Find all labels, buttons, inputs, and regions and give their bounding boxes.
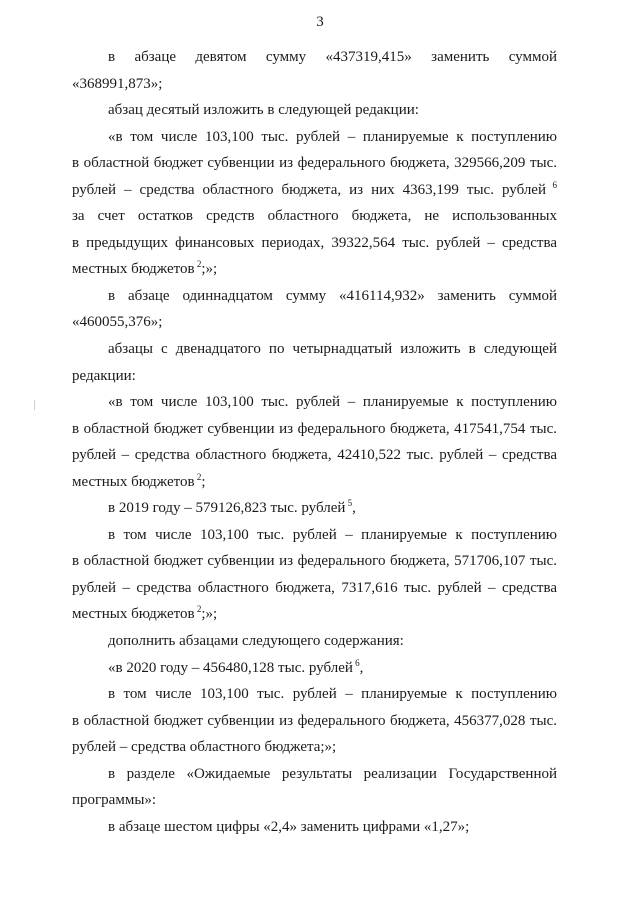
text-line-tail: ;»; — [201, 261, 218, 278]
text-line-content: за счет остатков средств областного бюджета, не использованных — [72, 208, 557, 225]
footnote-ref: 5 — [345, 498, 353, 509]
text-line-content: в разделе «Ожидаемые результаты реализации Государственной — [108, 765, 557, 782]
text-line-content: «460055,376»; — [72, 314, 163, 331]
text-line — [72, 814, 557, 841]
text-line — [72, 177, 557, 204]
text-line-content: в абзаце девятом сумму «437319,415» заменить суммой — [108, 49, 557, 65]
text-line — [72, 97, 557, 124]
text-line — [72, 548, 557, 575]
text-line-content: в том числе 103,100 тыс. рублей – планируемые к поступлению — [108, 686, 557, 703]
text-line — [72, 230, 557, 257]
text-line-content: местных бюджетов — [72, 606, 195, 623]
text-line — [72, 761, 557, 788]
text-line — [72, 708, 557, 735]
text-line — [72, 71, 557, 98]
text-line — [72, 787, 557, 814]
text-line-content: в областной бюджет субвенции из федерального бюджета, 417541,754 тыс. — [72, 420, 557, 437]
text-line-content: рублей – средства областного бюджета, 7317,616 тыс. рублей – средства — [72, 579, 557, 596]
text-line-content: «в 2020 году – 456480,128 тыс. рублей — [108, 659, 353, 676]
scan-margin-mark — [34, 400, 35, 410]
text-line — [72, 575, 557, 602]
text-line-content: редакции: — [72, 367, 136, 384]
text-line — [72, 416, 557, 443]
text-line-content: абзацы с двенадцатого по четырнадцатый изложить в следующей — [108, 341, 557, 358]
text-line-content: в абзаце шестом цифры «2,4» заменить цифрами «1,27»; — [108, 818, 470, 835]
text-line-tail: , — [352, 500, 356, 517]
text-line — [72, 655, 557, 682]
text-line — [72, 256, 557, 283]
text-line — [72, 44, 557, 71]
text-line — [72, 442, 557, 469]
text-line — [72, 150, 557, 177]
text-line-content: в областной бюджет субвенции из федерального бюджета, 571706,107 тыс. — [72, 553, 557, 570]
footnote-ref: 2 — [194, 259, 202, 270]
footnote-ref: 6 — [546, 179, 558, 190]
text-line-content: в областной бюджет субвенции из федерального бюджета, 329566,209 тыс. — [72, 155, 557, 172]
text-line-content: абзац десятый изложить в следующей редакции: — [108, 102, 419, 119]
footnote-ref: 2 — [194, 471, 202, 482]
footnote-ref: 6 — [352, 657, 360, 668]
text-line — [72, 389, 557, 416]
text-line — [72, 363, 557, 390]
text-line-content: «368991,873»; — [72, 75, 163, 92]
page-number: 3 — [316, 14, 324, 30]
text-line-content: в областной бюджет субвенции из федерального бюджета, 456377,028 тыс. — [72, 712, 557, 729]
text-line-content: «в том числе 103,100 тыс. рублей – планируемые к поступлению — [108, 128, 557, 145]
text-line — [72, 495, 557, 522]
footnote-ref: 2 — [194, 604, 202, 615]
text-line — [72, 309, 557, 336]
text-line-tail: , — [359, 659, 364, 676]
text-line — [72, 601, 557, 628]
text-line-content: в 2019 году – 579126,823 тыс. рублей — [108, 500, 346, 517]
text-line-content: в предыдущих финансовых периодах, 39322,564 тыс. рублей – средства — [72, 234, 557, 251]
text-line — [72, 522, 557, 549]
text-line — [72, 336, 557, 363]
text-line-content: программы»: — [72, 792, 157, 809]
text-line — [72, 628, 557, 655]
text-line — [72, 734, 557, 761]
text-line-content: местных бюджетов — [72, 261, 195, 278]
text-line-content: рублей – средства областного бюджета;»; — [72, 739, 337, 756]
text-line — [72, 469, 557, 496]
text-line-content: в том числе 103,100 тыс. рублей – планируемые к поступлению — [108, 526, 557, 543]
text-line-content: в абзаце одиннадцатом сумму «416114,932» заменить суммой — [108, 287, 557, 304]
text-line — [72, 203, 557, 230]
text-line — [72, 124, 557, 151]
text-line-content: дополнить абзацами следующего содержания: — [108, 633, 404, 650]
text-line — [72, 681, 557, 708]
text-line-content: местных бюджетов — [72, 473, 195, 490]
text-line-content: рублей – средства областного бюджета, 42410,522 тыс. рублей – средства — [72, 447, 557, 464]
text-line — [72, 283, 557, 310]
text-line-content: «в том числе 103,100 тыс. рублей – планируемые к поступлению — [108, 394, 557, 411]
text-line-tail: ;»; — [201, 606, 218, 623]
document-body — [72, 44, 557, 840]
text-line-content: рублей – средства областного бюджета, из них 4363,199 тыс. рублей — [72, 181, 546, 198]
text-line-tail: ; — [201, 473, 206, 490]
